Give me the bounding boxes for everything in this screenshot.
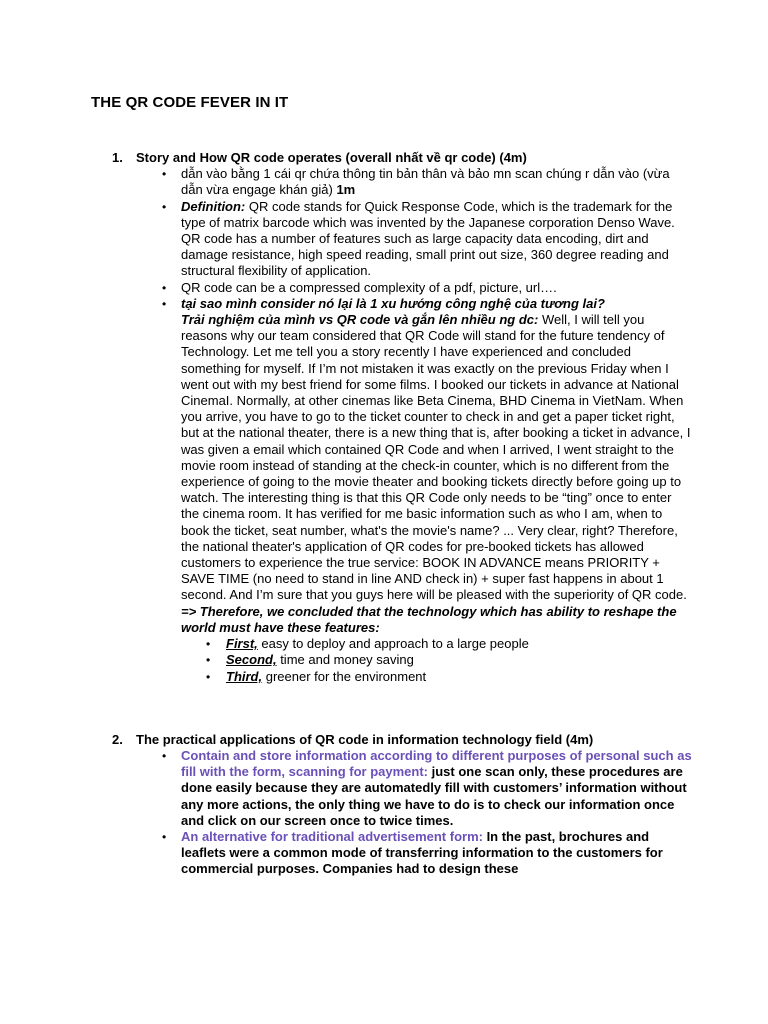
section-2-heading: The practical applications of QR code in information technology field (4m) — [136, 731, 594, 747]
list-item — [181, 748, 692, 829]
question-line: • tại sao mình consider nó lại là 1 xu hướng công nghệ của tương lai? — [181, 295, 605, 311]
conclusion-text: => Therefore, we concluded that the technology which has ability to reshape the world must have these features: — [181, 603, 677, 635]
section-1 — [112, 150, 692, 685]
document-body — [112, 150, 692, 878]
definition-label: Definition: — [181, 198, 246, 214]
feature-text: easy to deploy and approach to a large people — [257, 636, 529, 652]
application-title: Contain and store information according to different purposes of personal such as fill with the form, scanning for payment: — [181, 747, 692, 780]
feature-label: First, — [226, 636, 258, 652]
section-2-number: 2. — [112, 731, 123, 747]
section-1-bullets — [136, 166, 692, 685]
feature-label: Third, — [226, 668, 263, 684]
list-item — [181, 280, 692, 296]
list-item — [181, 166, 692, 198]
intro-text: dẫn vào bằng 1 cái qr chứa thông tin bản thân và bảo mn scan chúng r dẫn vào (vừa dẫn vừa engage khán giả) — [181, 166, 670, 198]
story-text: Well, I will tell you reasons why our team considered that QR Code will stand for the future tendency of Technology. Let me tell you a story recently I have experienced and concluded something for myself. If I’m not mistaken it was exactly on the previous Friday when I went out with my best friend for some films. I booked our tickets in advance at National CinemaI. Normally, at other cinemas like Beta Cinema, BHD Cinema in VietNam. When you arrive, you have to go to the ticket counter to check in and get a paper ticket right, but at the national theater, there is a new thing that is, after booking a ticket in advance, I was given a email which contained QR Code and when I arrived, I went straight to the movie room instead of standing at the check-in counter, which is no different from the experience of going to the movie theater and booking tickets directly before going up to watch. The interesting thing is that this QR Code only needs to be “ting” once to enter the cinema room. It has verified for me basic information such as who I am, when to book the ticket, seat number, what's the movie's name? ... Very clear, right? Therefore, the national theater's application of QR codes for pre-booked tickets has allowed customers to experience the true service: BOOK IN ADVANCE means PRIORITY + SAVE TIME (no need to stand in line AND check in) + super fast happens in about 1 second. And I’m sure that you guys here will be pleased with the superiority of QR code. — [181, 312, 691, 603]
section-2-bullets — [136, 748, 692, 878]
feature-text: time and money saving — [276, 652, 414, 668]
outline-list — [112, 150, 692, 878]
list-item — [181, 199, 692, 280]
list-item — [226, 636, 692, 652]
feature-text: greener for the environment — [262, 668, 427, 684]
application-text: just one scan only, these procedures are done easily because they are automatedly fill with customers’ information without any more actions, the only thing we have to do is to check our information once and click on our screen once to twice times. — [181, 764, 687, 828]
section-1-number: 1. — [112, 150, 123, 165]
section-2 — [112, 732, 692, 878]
list-item — [181, 296, 692, 685]
list-item — [226, 652, 692, 668]
application-text: In the past, brochures and leaflets were a common mode of transferring information to the customers for commercial purposes. Companies had to design these — [181, 828, 663, 877]
application-title: An alternative for traditional advertisement form: — [181, 828, 483, 844]
definition-text: QR code stands for Quick Response Code, which is the trademark for the type of matrix barcode which was invented by the Japanese corporation Denso Wave. QR code has a number of features such as large capacity data encoding, dirt and damage resistance, high speed reading, small print out size, 360 degree reading and structural flexibility of application. — [181, 198, 675, 279]
document-title: THE QR CODE FEVER IN IT — [91, 94, 289, 111]
compressed-text: QR code can be a compressed complexity of a pdf, picture, url…. — [181, 279, 557, 295]
list-item — [226, 669, 692, 685]
intro-time: 1m — [336, 182, 356, 198]
features-list — [181, 636, 692, 685]
section-1-heading: Story and How QR code operates (overall nhất về qr code) (4m) — [136, 150, 527, 165]
feature-label: Second, — [226, 652, 277, 668]
experience-label: Trải nghiệm của mình vs QR code và gắn lên nhiều ng dc: — [181, 312, 539, 328]
list-item — [181, 829, 692, 878]
